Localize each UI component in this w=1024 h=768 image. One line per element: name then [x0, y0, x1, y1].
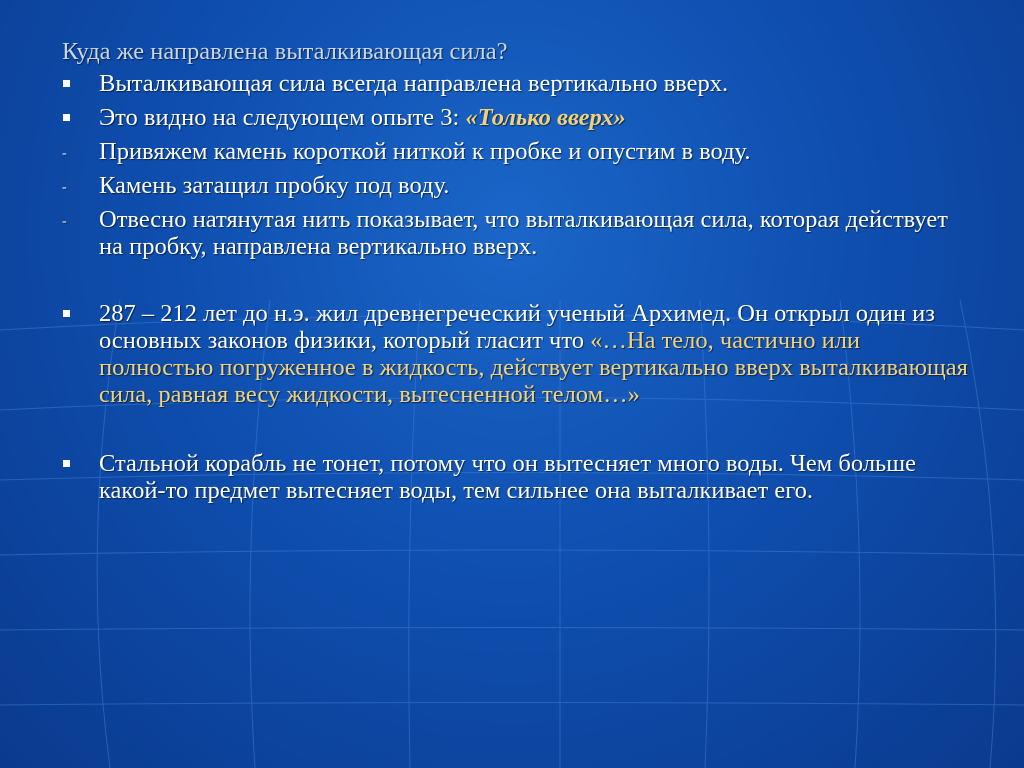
bullet-item	[62, 300, 972, 408]
bullet-item	[62, 104, 972, 131]
bullet-text: 287 – 212 лет до н.э. жил древнегреческий ученый Архимед. Он открыл один из основных законов физики, который гласит что	[99, 300, 935, 354]
dash-bullet-icon: -	[62, 180, 67, 195]
dash-text: Привяжем камень короткой ниткой к пробке и опустим в воду.	[99, 138, 751, 165]
bullet-text: Выталкивающая сила всегда направлена вертикально вверх.	[99, 70, 729, 97]
experiment-title: «Только вверх»	[465, 104, 626, 131]
dash-text: Камень затащил пробку под воду.	[99, 172, 450, 199]
spacer	[62, 415, 972, 450]
dash-bullet-icon: -	[62, 146, 67, 161]
dash-text: Отвесно натянутая нить показывает, что выталкивающая сила, которая действует на пробку, направлена вертикально вверх.	[99, 206, 948, 260]
bullet-item	[62, 70, 972, 97]
dash-item	[62, 206, 972, 260]
bullet-text: Стальной корабль не тонет, потому что он вытесняет много воды. Чем больше какой-то предмет вытесняет воды, тем сильнее она выталкивает его.	[99, 450, 916, 504]
bullet-text: Это видно на следующем опыте 3:	[99, 104, 466, 131]
slide-title: Куда же направлена выталкивающая сила?	[62, 38, 508, 65]
dash-item	[62, 172, 972, 199]
dash-item	[62, 138, 972, 165]
dash-bullet-icon: -	[62, 214, 67, 229]
archimedes-law-quote: «…На тело, частично или полностью погруженное в жидкость, действует вертикально вверх выталкивающая сила, равная весу жидкости, вытесненной телом…»	[99, 327, 968, 408]
slide-content	[62, 38, 972, 511]
bullet-item	[62, 450, 972, 504]
spacer	[62, 267, 972, 300]
